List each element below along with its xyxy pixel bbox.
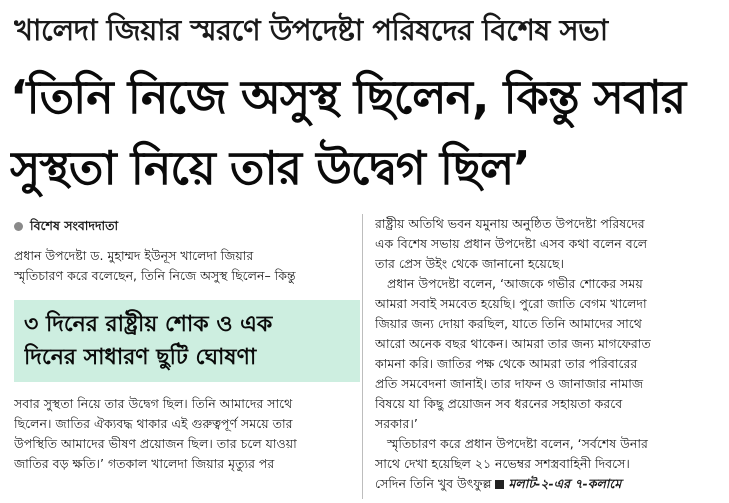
highlight-subheadline-box: [14, 300, 360, 382]
body-line: সবার সুস্থতা নিয়ে তার উদ্বেগ ছিল। তিনি আমাদের সাথে: [14, 396, 293, 411]
square-bullet-icon: [495, 480, 504, 489]
highlight-line-2: দিনের সাধারণ ছুটি ঘোষণা: [24, 345, 257, 370]
body-line: জাতির বড় ক্ষতি।’ গতকাল খালেদা জিয়ার মৃত্যুর পর: [14, 456, 275, 471]
left-column-intro: [14, 246, 354, 286]
highlight-line-1: ৩ দিনের রাষ্ট্রীয় শোক ও এক: [24, 312, 273, 337]
body-line: প্রধান উপদেষ্টা বলেন, ‘আজকে গভীর শোকের সময়: [387, 276, 643, 291]
body-line: আরো অনেক বছর থাকেন। আমরা তার জন্য মাগফেরাত: [375, 336, 651, 351]
kicker-headline: খালেদা জিয়ার স্মরণে উপদেষ্টা পরিষদের বিশেষ সভা: [14, 13, 608, 47]
body-line: বিষয়ে যা কিছু প্রয়োজন সব ধরনের সহায়তা করবে: [375, 396, 623, 411]
continued-on-label: মলাট-২-এর ৭-কলামে: [508, 476, 622, 491]
body-line: আমরা সবাই সমবেত হয়েছি। পুরো জাতি বেগম খালেদা: [375, 296, 647, 311]
bullet-dot-icon: [14, 222, 23, 231]
body-line: প্রধান উপদেষ্টা ড. মুহাম্মদ ইউনূস খালেদা জিয়ার: [14, 248, 254, 263]
body-line: এক বিশেষ সভায় প্রধান উপদেষ্টা এসব কথা বলেন বলে: [375, 236, 648, 251]
body-line: সাথে দেখা হয়েছিল ২১ নভেম্বর সশস্ত্রবাহিনী দিবসে।: [375, 456, 630, 471]
column-divider: [362, 214, 363, 499]
main-headline-line-2: সুস্থতা নিয়ে তার উদ্বেগ ছিল’: [10, 141, 530, 195]
body-line: উপস্থিতি আমাদের ভীষণ প্রয়োজন ছিল। তার চলে যাওয়া: [14, 436, 297, 451]
byline: [14, 214, 354, 238]
body-line-text: সেদিন তিনি খুব উৎফুল্ল: [375, 476, 492, 491]
body-line: স্মৃতিচারণ করে বলেছেন, তিনি নিজে অসুস্থ ছিলেন– কিন্তু: [14, 268, 296, 283]
body-line-last: [375, 474, 718, 494]
body-line: জিয়ার জন্য দোয়া করছিল, যাতে তিনি আমাদের সাথে: [375, 316, 642, 331]
byline-text: বিশেষ সংবাদদাতা: [30, 218, 119, 233]
body-line: কামনা করি। জাতির পক্ষ থেকে আমরা তার পরিবারের: [375, 356, 638, 371]
body-line: তার প্রেস উইং থেকে জানানো হয়েছে।: [375, 256, 564, 271]
body-line: প্রতি সমবেদনা জানাই। তার দাফন ও জানাজার নামাজ: [375, 376, 644, 391]
right-column: [375, 214, 718, 494]
body-line: ছিলেন। জাতির ঐক্যবদ্ধ থাকার এই গুরুত্বপূর্ণ সময়ে তার: [14, 416, 293, 431]
left-column: [14, 214, 354, 474]
left-column-body: [14, 394, 354, 474]
body-line: স্মৃতিচারণ করে প্রধান উপদেষ্টা বলেন, ‘সর্বশেষ উনার: [387, 436, 648, 451]
body-line: সরকার।’: [375, 416, 418, 431]
main-headline-line-1: ‘তিনি নিজে অসুস্থ ছিলেন, কিন্তু সবার: [10, 70, 686, 124]
body-line: রাষ্ট্রীয় অতিথি ভবন যমুনায় অনুষ্ঠিত উপদেষ্টা পরিষদের: [375, 216, 645, 231]
